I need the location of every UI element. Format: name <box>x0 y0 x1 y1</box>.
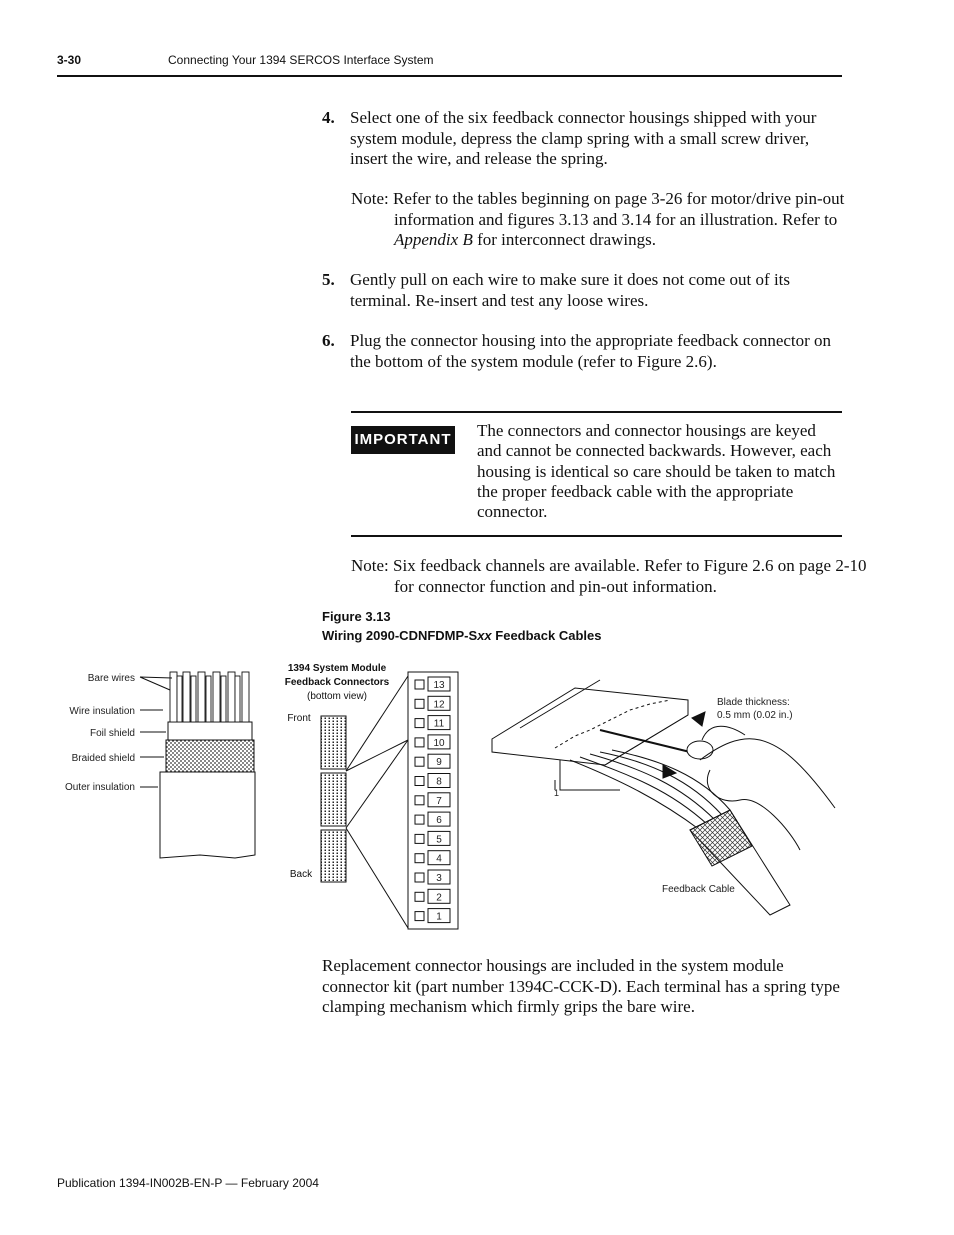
pin-number: 12 <box>433 699 445 711</box>
front-label: Front <box>287 713 311 724</box>
pin-number: 9 <box>436 757 442 769</box>
step-text: Plug the connector housing into the appropriate feedback connector on the bottom of the system module (refer to Figure 2.6). <box>350 331 832 371</box>
pin-clamp-slot <box>415 796 424 805</box>
important-top-rule <box>351 411 842 413</box>
pin-number: 4 <box>436 853 442 865</box>
pin-one-label: 1 <box>554 788 560 798</box>
pin-clamp-slot <box>415 777 424 786</box>
pin-number: 2 <box>436 892 442 904</box>
step-number: 4. <box>322 108 335 127</box>
label-foil-shield: Foil shield <box>89 728 135 739</box>
pin-number: 6 <box>436 815 442 827</box>
pin-clamp-slot <box>415 834 424 843</box>
running-header-title: Connecting Your 1394 SERCOS Interface System <box>168 53 434 67</box>
cable-layers-drawing <box>140 672 255 858</box>
label-outer-insulation: Outer insulation <box>64 782 135 793</box>
feedback-cable-label: Feedback Cable <box>662 884 735 895</box>
pin-clamp-slot <box>415 892 424 901</box>
pin-number: 10 <box>433 737 445 749</box>
step-5 <box>322 270 842 311</box>
module-subtitle: (bottom view) <box>306 691 368 702</box>
pin-number: 5 <box>436 834 442 846</box>
important-badge: IMPORTANT <box>351 426 455 454</box>
step-4 <box>322 108 842 170</box>
pin-number: 11 <box>433 718 445 730</box>
pin-number: 13 <box>433 680 445 691</box>
step-number: 5. <box>322 270 335 289</box>
step-number: 6. <box>322 331 335 350</box>
pin-number: 3 <box>436 873 442 884</box>
label-braided-shield: Braided shield <box>71 753 135 764</box>
pin-clamp-slot <box>415 757 424 766</box>
note-pinout <box>351 189 884 251</box>
page-number: 3-30 <box>57 53 82 67</box>
pin-clamp-slot <box>415 680 424 689</box>
figure-caption: Wiring 2090-CDNFDMP-Sxx Feedback Cables <box>322 628 602 643</box>
pin-clamp-slot <box>415 815 424 824</box>
pin-clamp-slot <box>415 873 424 882</box>
wire-bundle <box>170 672 249 722</box>
label-bare-wires: Bare wires <box>87 673 135 684</box>
pin-clamp-slot <box>415 699 424 708</box>
module-title-2: Feedback Connectors <box>284 677 390 688</box>
step-text: Select one of the six feedback connector housings shipped with your system module, depress the clamp spring with a small screw driver, insert the wire, and release the spring. <box>350 108 817 168</box>
step-6 <box>322 331 842 372</box>
pin-number: 7 <box>436 795 442 807</box>
note-text-pre: Note: Refer to the tables beginning on page 3-26 for motor/drive pin-out information and figures 3.13 and 3.14 for an illustration. Refer to <box>351 189 845 229</box>
note-text-post: for interconnect drawings. <box>472 230 657 249</box>
replacement-housings-paragraph: Replacement connector housings are included in the system module connector kit (part number 1394C-CCK-D). Each terminal has a spring type clamping mechanism which firmly grips the bare wire. <box>322 956 840 1016</box>
pin-number: 1 <box>436 911 442 923</box>
pin-clamp-slot <box>415 912 424 921</box>
module-title-1: 1394 System Module <box>287 663 387 674</box>
cable-labels <box>65 673 135 793</box>
appendix-reference: Appendix B <box>394 230 473 249</box>
label-wire-insulation: Wire insulation <box>69 706 135 717</box>
wiring-figure <box>0 650 954 940</box>
header-rule <box>57 75 842 77</box>
important-bottom-rule <box>351 535 842 537</box>
blade-label-2: 0.5 mm (0.02 in.) <box>717 710 793 721</box>
note-channels: Note: Six feedback channels are available. Refer to Figure 2.6 on page 2-10 for connector function and pin-out information. <box>351 556 867 596</box>
blade-label-1: Blade thickness: <box>717 697 790 708</box>
pin-clamp-slot <box>415 738 424 747</box>
pin-number: 8 <box>436 776 442 788</box>
publication-footer: Publication 1394-IN002B-EN-P — February 2004 <box>57 1176 319 1190</box>
pin-clamp-slot <box>415 719 424 728</box>
figure-number: Figure 3.13 <box>322 609 391 624</box>
step-text: Gently pull on each wire to make sure it does not come out of its terminal. Re-insert and test any loose wires. <box>350 270 791 310</box>
pin-clamp-slot <box>415 854 424 863</box>
back-label: Back <box>289 869 313 880</box>
important-text: The connectors and connector housings are keyed and cannot be connected backwards. However, each housing is identical so care should be taken to match the proper feedback cable with the appropriate connector. <box>477 421 836 522</box>
